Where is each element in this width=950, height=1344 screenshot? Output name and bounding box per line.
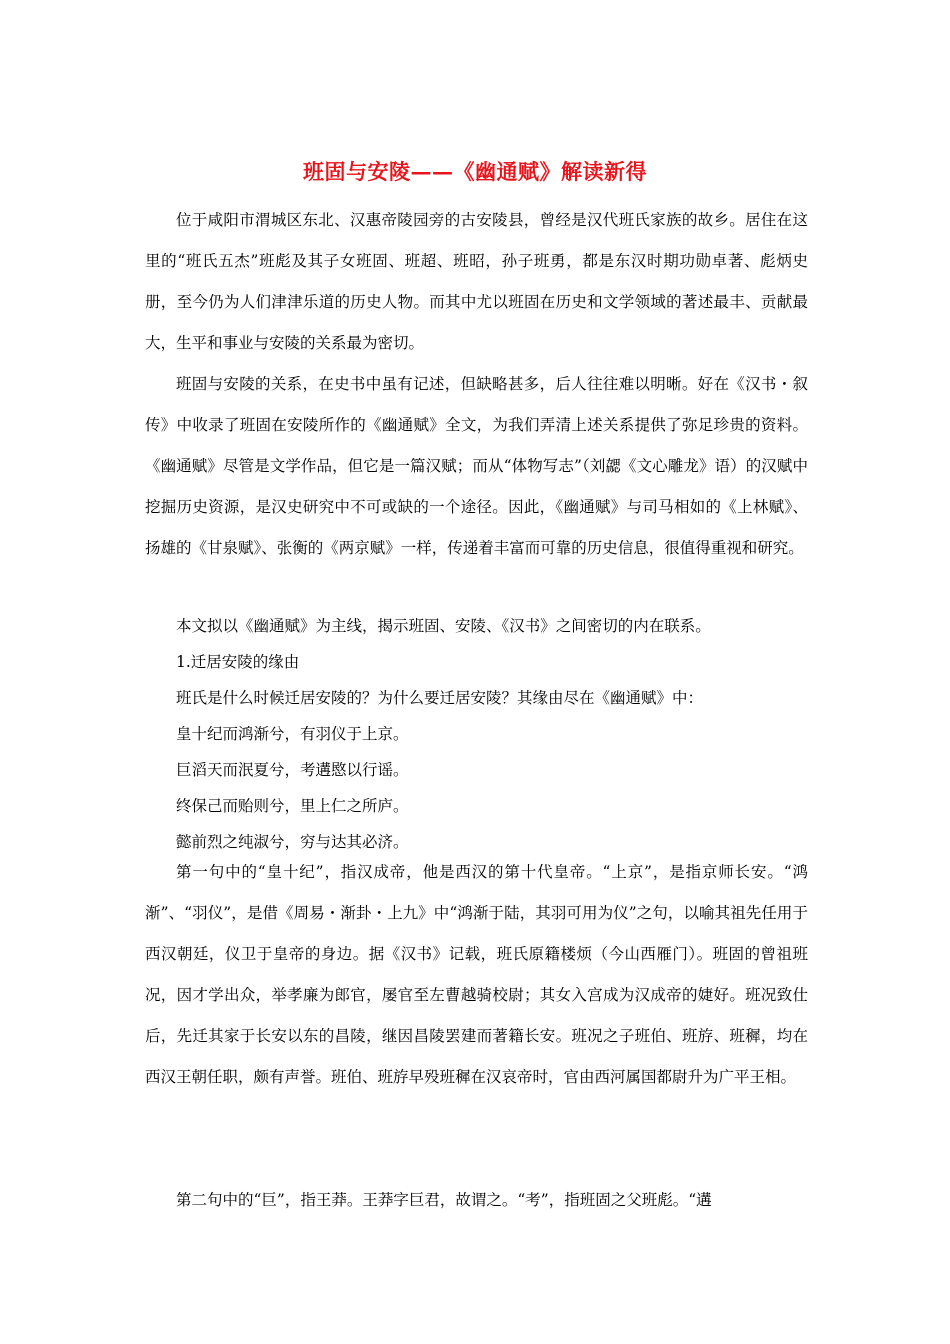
paragraph: 第一句中的“皇十纪”，指汉成帝，他是西汉的第十代皇帝。“上京”，是指京师长安。“鸿渐”、“羽仪”，是借《周易・渐卦・上九》中“鸿渐于陆，其羽可用为仪”之句，以喻其祖先任用于西汉朝廷，仪卫于皇帝的身边。据《汉书》记载，班氏原籍楼烦（今山西雁门）。班固的曾祖班况，因才学出众，举孝廉为郎官，屡官至左曹越骑校尉；其女入宫成为汉成帝的婕好。班况致仕后，先迁其家于长安以东的昌陵，继因昌陵罢建而著籍长安。班况之子班伯、班斿、班穉，均在西汉王朝任职，颇有声誉。班伯、班斿早殁班穉在汉哀帝时，官由西河属国都尉升为广平王相。 [145, 863, 808, 1086]
analysis-section [145, 852, 808, 1098]
paragraph: 班固与安陵的关系，在史书中虽有记述，但缺略甚多，后人往往难以明晰。好在《汉书・叙传》中收录了班固在安陵所作的《幽通赋》全文，为我们弄清上述关系提供了弥足珍贵的资料。《幽通赋》尽管是文学作品，但它是一篇汉赋；而从“体物写志”（刘勰《文心雕龙》语）的汉赋中挖掘历史资源，是汉史研究中不可或缺的一个途径。因此，《幽通赋》与司马相如的《上林赋》、扬雄的《甘泉赋》、张衡的《两京赋》一样，传递着丰富而可靠的历史信息，很值得重视和研究。 [145, 375, 808, 557]
continued-section [145, 1180, 808, 1221]
paragraph: 本文拟以《幽通赋》为主线，揭示班固、安陵、《汉书》之间密切的内在联系。 [176, 617, 711, 635]
document-title: 班固与安陵——《幽通赋》解读新得 [303, 159, 647, 185]
intro-section [145, 200, 808, 569]
quote-line: 终保己而贻则兮，里上仁之所庐。 [176, 797, 409, 815]
quote-line: 皇十纪而鸿渐兮，有羽仪于上京。 [176, 725, 409, 743]
paragraph: 位于咸阳市渭城区东北、汉惠帝陵园旁的古安陵县，曾经是汉代班氏家族的故乡。居住在这里的“班氏五杰”班彪及其子女班固、班超、班昭，孙子班勇，都是东汉时期功勋卓著、彪炳史册，至今仍为人们津津乐道的历史人物。而其中尤以班固在历史和文学领域的著述最丰、贡献最大，生平和事业与安陵的关系最为密切。 [145, 211, 808, 352]
paragraph: 第二句中的“巨”，指王莽。王莽字巨君，故谓之。“考”，指班固之父班彪。“遘 [176, 1191, 712, 1209]
quote-line: 巨滔天而泯夏兮，考遘愍以行谣。 [176, 761, 409, 779]
paragraph: 班氏是什么时候迁居安陵的？为什么要迁居安陵？其缘由尽在《幽通赋》中： [176, 689, 704, 707]
section-lines [145, 608, 808, 860]
section-heading: 1.迁居安陵的缘由 [176, 653, 300, 671]
quote-line: 懿前烈之纯淑兮，穷与达其必济。 [176, 833, 409, 851]
